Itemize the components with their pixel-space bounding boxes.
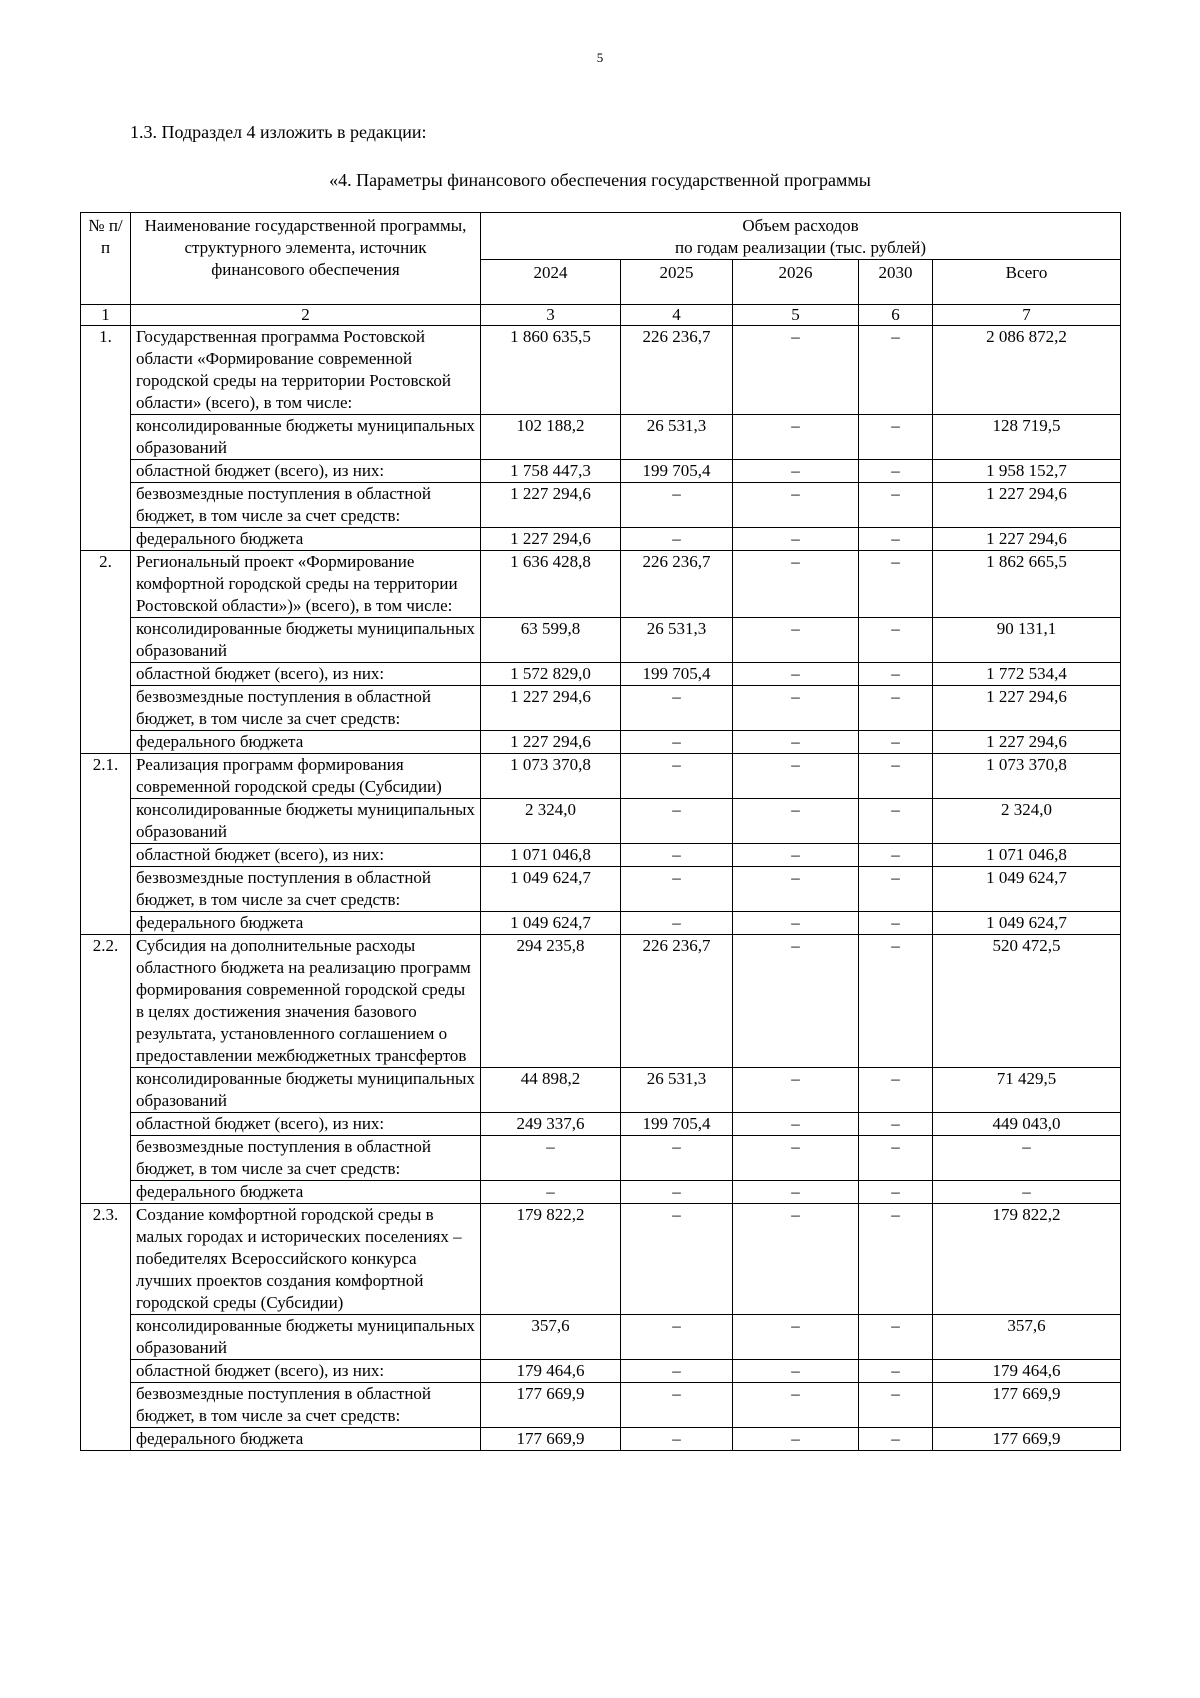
value-2025: 199 705,4 [621,1113,733,1136]
table-row [81,483,1121,528]
table-row [81,1360,1121,1383]
row-number: 2.2. [81,935,131,1204]
table-row [81,867,1121,912]
table-row [81,1113,1121,1136]
value-2024: 102 188,2 [481,415,621,460]
row-name: безвозмездные поступления в областной бюджет, в том числе за счет средств: [131,1383,481,1428]
row-name: федерального бюджета [131,912,481,935]
value-2025: – [621,799,733,844]
row-name: Субсидия на дополнительные расходы областного бюджета на реализацию программ формирования современной городской среды в целях достижения значения базового результата, установленного соглашением о предоставлении межбюджетных трансфертов [131,935,481,1068]
value-2026: – [733,1136,859,1181]
value-2030: – [859,1204,933,1315]
value-2024: 1 636 428,8 [481,551,621,618]
row-number: 2. [81,551,131,754]
header-name: Наименование государственной программы, структурного элемента, источник финансового обеспечения [131,213,481,305]
value-2026: – [733,528,859,551]
value-2024: 1 227 294,6 [481,528,621,551]
value-2025: – [621,867,733,912]
value-total: 449 043,0 [933,1113,1121,1136]
value-2024: 177 669,9 [481,1383,621,1428]
value-total: 90 131,1 [933,618,1121,663]
column-index: 4 [621,305,733,326]
value-2025: – [621,731,733,754]
value-2025: – [621,686,733,731]
row-name: Реализация программ формирования современной городской среды (Субсидии) [131,754,481,799]
row-name: Региональный проект «Формирование комфортной городской среды на территории Ростовской области»)» (всего), в том числе: [131,551,481,618]
value-2024: 179 464,6 [481,1360,621,1383]
value-2025: – [621,1360,733,1383]
value-total: 1 227 294,6 [933,483,1121,528]
value-2030: – [859,867,933,912]
value-2026: – [733,754,859,799]
row-name: консолидированные бюджеты муниципальных образований [131,415,481,460]
table-row [81,935,1121,1068]
value-2024: 2 324,0 [481,799,621,844]
value-2024: 1 071 046,8 [481,844,621,867]
header-volume-line2: по годам реализации (тыс. рублей) [674,238,927,257]
header-year-2026: 2026 [733,260,859,305]
value-2024: 1 572 829,0 [481,663,621,686]
value-2026: – [733,551,859,618]
table-row [81,799,1121,844]
value-2024: 1 227 294,6 [481,483,621,528]
table-row [81,1068,1121,1113]
value-2026: – [733,1315,859,1360]
value-2025: – [621,1136,733,1181]
value-2030: – [859,618,933,663]
column-index: 3 [481,305,621,326]
value-total: 520 472,5 [933,935,1121,1068]
value-2030: – [859,912,933,935]
value-total: 1 772 534,4 [933,663,1121,686]
value-2025: – [621,1181,733,1204]
table-row [81,663,1121,686]
value-2026: – [733,686,859,731]
value-2026: – [733,867,859,912]
value-2030: – [859,483,933,528]
value-2026: – [733,912,859,935]
row-name: безвозмездные поступления в областной бюджет, в том числе за счет средств: [131,1136,481,1181]
column-index: 5 [733,305,859,326]
value-2025: – [621,1315,733,1360]
row-name: консолидированные бюджеты муниципальных образований [131,799,481,844]
value-total: 71 429,5 [933,1068,1121,1113]
table-row [81,844,1121,867]
column-index: 2 [131,305,481,326]
value-2025: 26 531,3 [621,1068,733,1113]
page-number: 5 [596,50,604,65]
value-total: 177 669,9 [933,1428,1121,1451]
header-row [81,213,1121,260]
value-2024: 1 227 294,6 [481,686,621,731]
value-2026: – [733,844,859,867]
value-2025: – [621,1428,733,1451]
value-2024: 177 669,9 [481,1428,621,1451]
value-total: 357,6 [933,1315,1121,1360]
value-total: 1 073 370,8 [933,754,1121,799]
value-2026: – [733,731,859,754]
row-name: областной бюджет (всего), из них: [131,460,481,483]
value-2025: 26 531,3 [621,618,733,663]
value-total: 1 227 294,6 [933,731,1121,754]
value-2026: – [733,460,859,483]
value-2030: – [859,1181,933,1204]
value-2025: – [621,483,733,528]
value-2026: – [733,1204,859,1315]
value-total: 2 086 872,2 [933,326,1121,415]
row-name: областной бюджет (всего), из них: [131,1360,481,1383]
value-total: – [933,1181,1121,1204]
row-name: областной бюджет (всего), из них: [131,663,481,686]
value-2026: – [733,618,859,663]
column-index: 1 [81,305,131,326]
value-2030: – [859,1383,933,1428]
value-2024: 249 337,6 [481,1113,621,1136]
value-total: 1 227 294,6 [933,528,1121,551]
value-2025: 26 531,3 [621,415,733,460]
value-2030: – [859,528,933,551]
value-2025: 199 705,4 [621,460,733,483]
header-year-2025: 2025 [621,260,733,305]
column-index: 7 [933,305,1121,326]
table-row [81,1428,1121,1451]
value-2030: – [859,754,933,799]
row-number: 2.1. [81,754,131,935]
value-total: 1 049 624,7 [933,912,1121,935]
row-number: 2.3. [81,1204,131,1451]
value-2025: 226 236,7 [621,935,733,1068]
row-name: Государственная программа Ростовской области «Формирование современной городской среды на территории Ростовской области» (всего), в том числе: [131,326,481,415]
value-2030: – [859,460,933,483]
value-2026: – [733,799,859,844]
value-2024: 1 049 624,7 [481,867,621,912]
value-total: 177 669,9 [933,1383,1121,1428]
table-row [81,754,1121,799]
value-2030: – [859,1068,933,1113]
value-total: – [933,1136,1121,1181]
row-name: областной бюджет (всего), из них: [131,844,481,867]
header-volume-line1: Объем расходов [742,216,859,235]
row-number: 1. [81,326,131,551]
table-row [81,731,1121,754]
value-total: 1 958 152,7 [933,460,1121,483]
value-2026: – [733,1428,859,1451]
row-name: федерального бюджета [131,1428,481,1451]
value-2025: 226 236,7 [621,326,733,415]
table-row [81,1383,1121,1428]
value-2024: 294 235,8 [481,935,621,1068]
value-2024: 1 227 294,6 [481,731,621,754]
header-volume [481,213,1121,260]
value-total: 2 324,0 [933,799,1121,844]
row-name: консолидированные бюджеты муниципальных образований [131,1068,481,1113]
financing-table [80,212,1121,1451]
row-name: Создание комфортной городской среды в малых городах и исторических поселениях – победителях Всероссийского конкурса лучших проектов создания комфортной городской среды (Субсидии) [131,1204,481,1315]
row-name: безвозмездные поступления в областной бюджет, в том числе за счет средств: [131,483,481,528]
table-row [81,686,1121,731]
value-2026: – [733,1181,859,1204]
value-2030: – [859,551,933,618]
value-2025: – [621,1204,733,1315]
header-total: Всего [933,260,1121,305]
value-2024: 1 758 447,3 [481,460,621,483]
value-2024: 1 073 370,8 [481,754,621,799]
value-2025: – [621,528,733,551]
header-year-2024: 2024 [481,260,621,305]
value-2026: – [733,663,859,686]
value-2024: 1 860 635,5 [481,326,621,415]
row-name: консолидированные бюджеты муниципальных образований [131,618,481,663]
row-name: безвозмездные поступления в областной бюджет, в том числе за счет средств: [131,686,481,731]
value-total: 179 464,6 [933,1360,1121,1383]
value-2024: – [481,1181,621,1204]
value-total: 128 719,5 [933,415,1121,460]
value-2030: – [859,1315,933,1360]
column-index: 6 [859,305,933,326]
row-name: безвозмездные поступления в областной бюджет, в том числе за счет средств: [131,867,481,912]
value-2025: – [621,912,733,935]
table-row [81,460,1121,483]
value-2024: – [481,1136,621,1181]
table-row [81,618,1121,663]
value-2026: – [733,1068,859,1113]
table-row [81,1204,1121,1315]
value-2026: – [733,1113,859,1136]
value-2030: – [859,415,933,460]
value-2025: – [621,1383,733,1428]
header-num: № п/п [81,213,131,305]
column-index-row [81,305,1121,326]
value-2030: – [859,935,933,1068]
value-total: 1 227 294,6 [933,686,1121,731]
value-2025: 226 236,7 [621,551,733,618]
value-2024: 357,6 [481,1315,621,1360]
value-2026: – [733,483,859,528]
value-2030: – [859,663,933,686]
table-title: «4. Параметры финансового обеспечения государственной программы [329,170,871,190]
table-row [81,1181,1121,1204]
value-2026: – [733,1383,859,1428]
row-name: федерального бюджета [131,731,481,754]
value-2030: – [859,1428,933,1451]
value-2030: – [859,326,933,415]
table-row [81,326,1121,415]
value-2030: – [859,686,933,731]
value-2024: 44 898,2 [481,1068,621,1113]
value-2026: – [733,1360,859,1383]
row-name: консолидированные бюджеты муниципальных образований [131,1315,481,1360]
value-2026: – [733,326,859,415]
value-2024: 179 822,2 [481,1204,621,1315]
row-name: областной бюджет (всего), из них: [131,1113,481,1136]
row-name: федерального бюджета [131,528,481,551]
value-total: 179 822,2 [933,1204,1121,1315]
table-row [81,415,1121,460]
value-2024: 63 599,8 [481,618,621,663]
table-row [81,912,1121,935]
value-2030: – [859,731,933,754]
value-2030: – [859,1136,933,1181]
value-2030: – [859,1113,933,1136]
value-total: 1 049 624,7 [933,867,1121,912]
value-2025: 199 705,4 [621,663,733,686]
value-2026: – [733,415,859,460]
header-year-2030: 2030 [859,260,933,305]
value-2025: – [621,754,733,799]
value-2024: 1 049 624,7 [481,912,621,935]
table-row [81,1136,1121,1181]
value-2030: – [859,844,933,867]
value-2030: – [859,1360,933,1383]
intro-paragraph: 1.3. Подраздел 4 изложить в редакции: [130,122,427,142]
value-2025: – [621,844,733,867]
row-name: федерального бюджета [131,1181,481,1204]
value-2026: – [733,935,859,1068]
table-row [81,528,1121,551]
value-total: 1 071 046,8 [933,844,1121,867]
table-row [81,1315,1121,1360]
value-total: 1 862 665,5 [933,551,1121,618]
value-2030: – [859,799,933,844]
table-row [81,551,1121,618]
